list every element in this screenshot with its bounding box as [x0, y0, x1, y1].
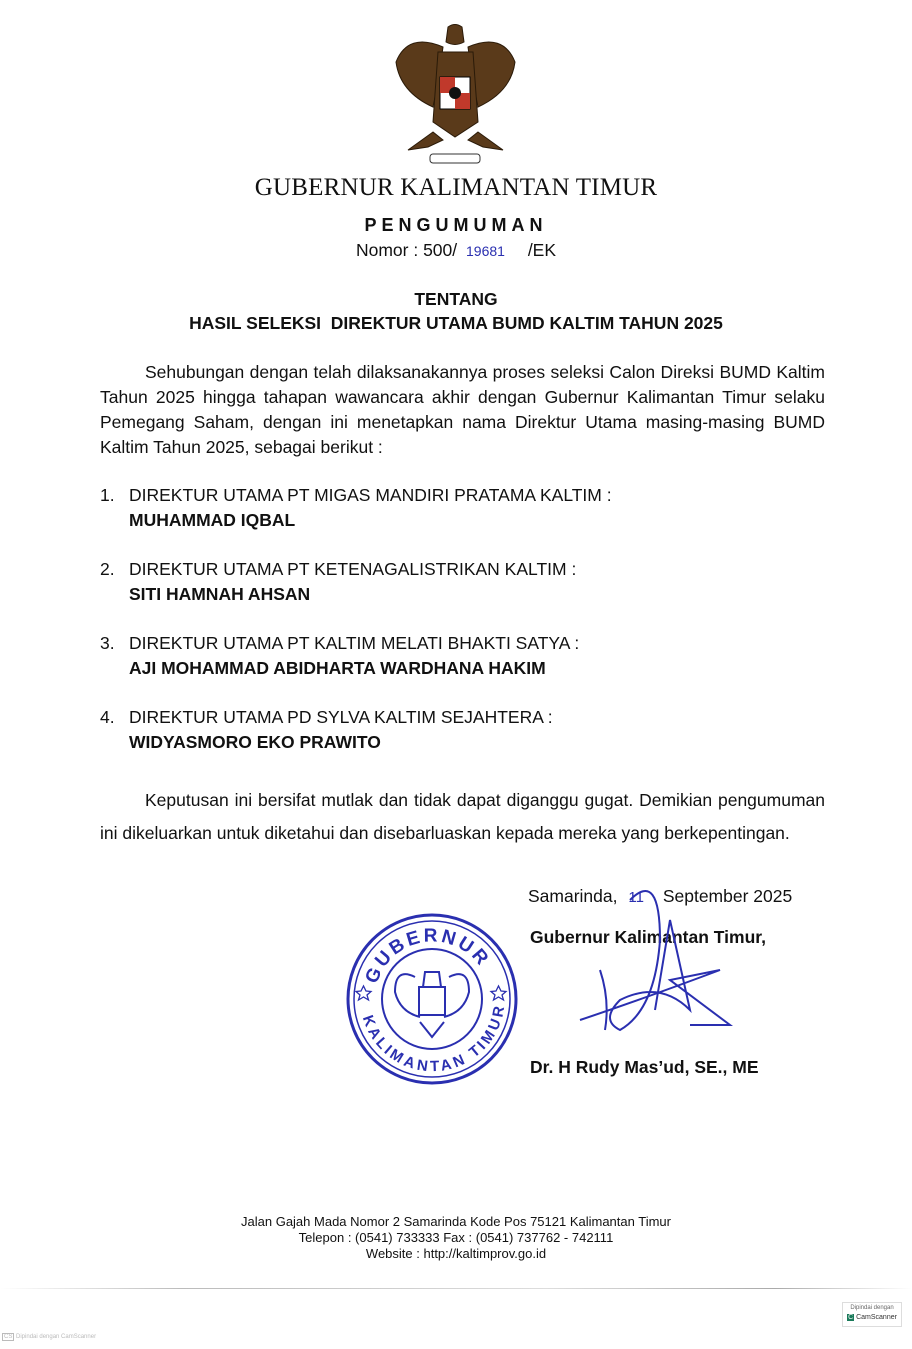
number-prefix: Nomor : 500/	[355, 240, 458, 260]
item-name: SITI HAMNAH AHSAN	[129, 584, 311, 604]
subject-label: TENTANG	[414, 289, 498, 309]
intro-paragraph: Sehubungan dengan telah dilaksanakannya proses seleksi Calon Direksi BUMD Kaltim Tahun 2025 hingga tahapan wawancara akhir dengan Gubernur Kalimantan Timur selaku Pemegang Saham, dengan ini menetapkan nama Direktur Utama masing-masing BUMD Kaltim Tahun 2025, sebagai berikut :	[100, 362, 825, 457]
list-item	[100, 631, 579, 681]
item-name: MUHAMMAD IQBAL	[129, 510, 296, 530]
official-stamp	[345, 912, 520, 1087]
closing-paragraph: Keputusan ini bersifat mutlak dan tidak dapat diganggu gugat. Demikian pengumuman ini dikeluarkan untuk diketahui dan disebarluaskan kepada mereka yang berkepentingan.	[100, 790, 825, 843]
number-handwritten: 19681	[466, 243, 505, 259]
stamp-text-bottom: KALIMANTAN TIMUR	[358, 1003, 509, 1076]
institution-heading: GUBERNUR KALIMANTAN TIMUR	[254, 174, 658, 201]
signatory-title: Gubernur Kalimantan Timur,	[530, 927, 766, 947]
camscanner-logo-icon: C	[848, 1314, 854, 1321]
signature-place: Samarinda,	[528, 886, 618, 906]
footer-phone: Telepon : (0541) 733333 Fax : (0541) 737762 - 742111	[298, 1230, 614, 1245]
item-number: 1.	[100, 485, 115, 505]
item-position: DIREKTUR UTAMA PD SYLVA KALTIM SEJAHTERA :	[129, 707, 553, 727]
footer-address: Jalan Gajah Mada Nomor 2 Samarinda Kode Pos 75121 Kalimantan Timur	[241, 1214, 671, 1229]
corner-watermark	[2, 1334, 96, 1340]
item-position: DIREKTUR UTAMA PT KALTIM MELATI BHAKTI SATYA :	[129, 633, 580, 653]
signature-month-year: September 2025	[662, 886, 793, 906]
item-number: 4.	[100, 707, 115, 727]
item-number: 2.	[100, 559, 115, 579]
camscanner-badge	[842, 1302, 902, 1327]
item-position: DIREKTUR UTAMA PT MIGAS MANDIRI PRATAMA KALTIM :	[129, 485, 612, 505]
badge-line1: Dipindai dengan	[850, 1305, 894, 1311]
cs-icon: CS	[4, 1334, 13, 1340]
signatory-name: Dr. H Rudy Mas’ud, SE., ME	[530, 1057, 759, 1077]
handwritten-signature	[560, 880, 740, 1050]
list-item	[100, 557, 576, 607]
item-position: DIREKTUR UTAMA PT KETENAGALISTRIKAN KALTIM :	[129, 559, 577, 579]
item-name: AJI MOHAMMAD ABIDHARTA WARDHANA HAKIM	[129, 658, 546, 678]
svg-text:GUBERNUR	[361, 925, 494, 986]
item-number: 3.	[100, 633, 115, 653]
stamp-star-icon	[491, 986, 506, 1000]
stamp-garuda-icon	[395, 972, 469, 1037]
item-name: WIDYASMORO EKO PRAWITO	[129, 732, 381, 752]
garuda-emblem	[388, 22, 523, 172]
document-number	[0, 240, 912, 261]
subject-title: HASIL SELEKSI DIREKTUR UTAMA BUMD KALTIM TAHUN 2025	[189, 313, 723, 333]
signature-day: 11	[628, 889, 644, 906]
list-item	[100, 705, 553, 755]
number-suffix: /EK	[527, 240, 557, 260]
stamp-star-icon	[356, 986, 371, 1000]
badge-line2: CamScanner	[856, 1314, 897, 1321]
list-item	[100, 483, 612, 533]
corner-watermark-text: Dipindai dengan CamScanner	[16, 1334, 97, 1340]
footer-website: Website : http://kaltimprov.go.id	[365, 1246, 547, 1261]
stamp-text-top: GUBERNUR	[361, 925, 494, 987]
footer-divider	[0, 1288, 912, 1289]
document-type: PENGUMUMAN	[364, 215, 548, 235]
